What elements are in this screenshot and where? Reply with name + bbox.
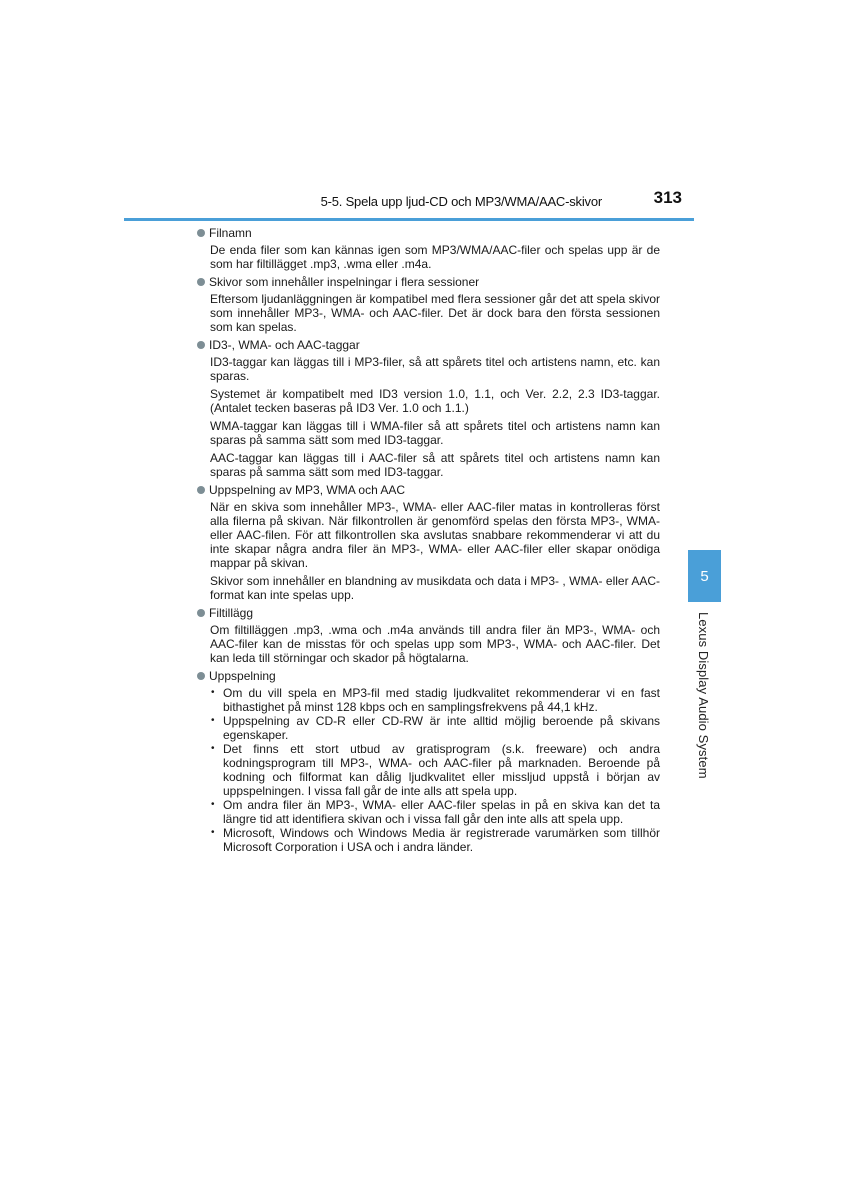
paragraph: AAC-taggar kan läggas till i AAC-filer så att spårets titel och artistens namn kan sparas på samma sätt som med ID3-taggar. (210, 451, 660, 479)
section-heading: Uppspelning av MP3, WMA och AAC (209, 483, 406, 497)
chapter-number: 5 (700, 567, 709, 585)
section-multisession (197, 275, 660, 334)
paragraph: Eftersom ljudanläggningen är kompatibel med flera sessioner går det att spela skivor som innehåller MP3-, WMA- och AAC-filer. Det är dock bara den första sessionen som kan spelas. (210, 292, 660, 334)
page-number: 313 (653, 188, 682, 207)
chapter-tab (688, 550, 721, 602)
list-item: • Det finns ett stort utbud av gratisprogram (s.k. freeware) och andra kodningsprogram till MP3-, WMA- och AAC-filer på marknaden. Beroende på kodning och filformat kan dålig ljudkvalitet eller missljud uppstå i början av uppspelningen. I vissa fall går de inte alls att spela upp. (210, 742, 660, 798)
bullet-dot-icon (197, 278, 205, 286)
list-item: • Om andra filer än MP3-, WMA- eller AAC-filer spelas in på en skiva kan det ta längre tid att identifiera skivan och i vissa fall går den inte alls att spela upp. (210, 798, 660, 826)
section-heading: Uppspelning (209, 669, 276, 683)
section-heading: Skivor som innehåller inspelningar i flera sessioner (209, 275, 480, 289)
bullet-dot-icon (197, 486, 205, 494)
paragraph: När en skiva som innehåller MP3-, WMA- eller AAC-filer matas in kontrolleras först alla filerna på skivan. När filkontrollen är genomförd spelas den första MP3-, WMA- eller AAC-filen. För att filkontrollen ska avslutas snabbare rekommenderar vi att du inte skapar några andra filer än MP3-, WMA- eller AAC-filer eller skapar onödiga mappar på skivan. (210, 500, 660, 570)
bullet-dot-icon (197, 229, 205, 237)
chapter-label: Lexus Display Audio System (696, 612, 711, 779)
paragraph: WMA-taggar kan läggas till i WMA-filer så att spårets titel och artistens namn kan sparas på samma sätt som med ID3-taggar. (210, 419, 660, 447)
section-heading: Filtillägg (209, 606, 254, 620)
paragraph: ID3-taggar kan läggas till i MP3-filer, så att spårets titel och artistens namn, etc. kan sparas. (210, 355, 660, 383)
paragraph: Om filtilläggen .mp3, .wma och .m4a används till andra filer än MP3-, WMA- och AAC-filer kan de misstas för och spelas upp som MP3-, WMA- och AAC-filer. Det kan leda till störningar och skador på högtalarna. (210, 623, 660, 665)
list-item: • Uppspelning av CD-R eller CD-RW är inte alltid möjlig beroende på skivans egenskaper. (210, 714, 660, 742)
bullet-dot-icon (197, 341, 205, 349)
paragraph: Systemet är kompatibelt med ID3 version 1.0, 1.1, och Ver. 2.2, 2.3 ID3-taggar. (Antalet tecken baseras på ID3 Ver. 1.0 och 1.1.) (210, 387, 660, 415)
paragraph: De enda filer som kan kännas igen som MP3/WMA/AAC-filer och spelas upp är de som har filtillägget .mp3, .wma eller .m4a. (210, 243, 660, 271)
bullet-dot-icon (197, 672, 205, 680)
section-file-extension (197, 606, 660, 665)
section-heading: ID3-, WMA- och AAC-taggar (209, 338, 360, 352)
page-header (124, 188, 694, 221)
playback-list (210, 686, 660, 854)
bullet-dot-icon (197, 609, 205, 617)
section-title: 5-5. Spela upp ljud-CD och MP3/WMA/AAC-skivor (320, 194, 602, 209)
section-playback (197, 669, 660, 854)
paragraph: Skivor som innehåller en blandning av musikdata och data i MP3- , WMA- eller AAC-format kan inte spelas upp. (210, 574, 660, 602)
section-tags (197, 338, 660, 479)
section-heading: Filnamn (209, 226, 252, 240)
section-playback-formats (197, 483, 660, 602)
list-item: • Om du vill spela en MP3-fil med stadig ljudkvalitet rekommenderar vi en fast bithastighet på minst 128 kbps och en samplingsfrekvens på 44,1 kHz. (210, 686, 660, 714)
list-item: • Microsoft, Windows och Windows Media är registrerade varumärken som tillhör Microsoft Corporation i USA och i andra länder. (210, 826, 660, 854)
page-content (197, 224, 660, 854)
section-filnamn (197, 226, 660, 271)
